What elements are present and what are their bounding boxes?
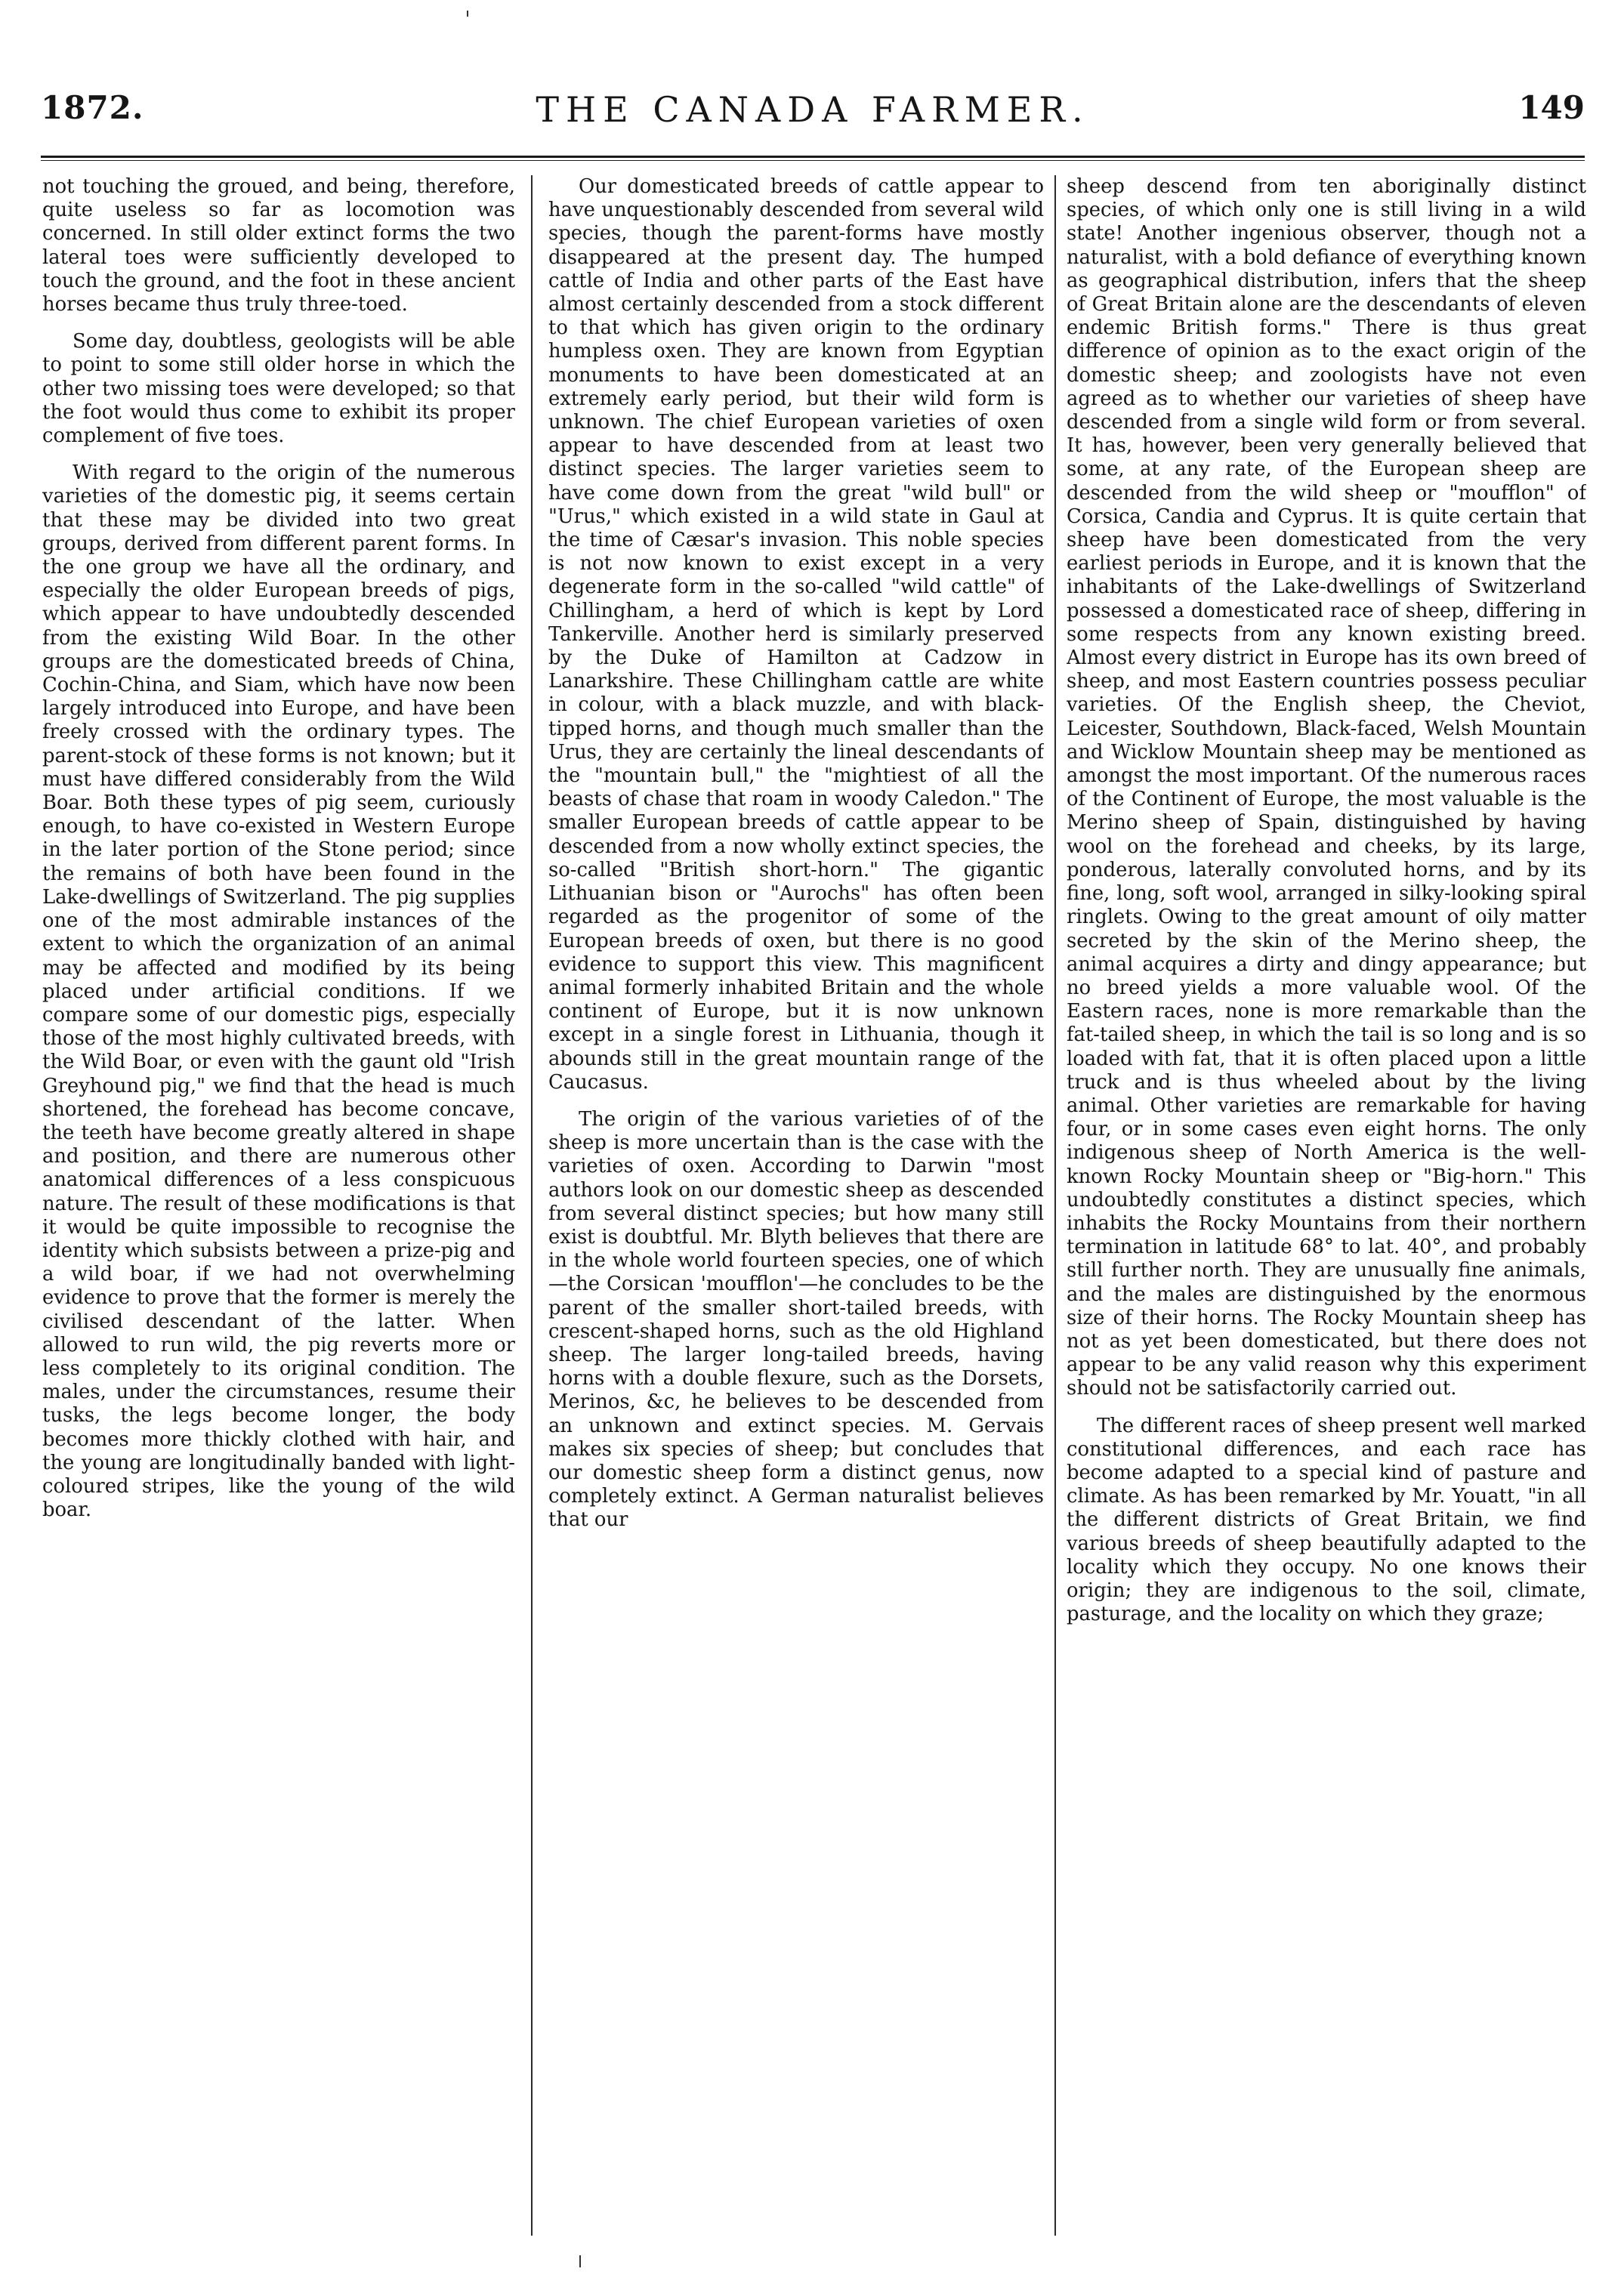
page-number: 149 [1518, 89, 1585, 126]
page-header [41, 89, 1585, 137]
column-1-paragraph: not touching the groued, and being, therefore, quite useless so far as locomotion was concerned. In still older extinct forms the two lateral toes were sufficiently developed to touch the ground, and the foot in these ancient horses became thus truly three-toed. [42, 175, 515, 316]
column-2-paragraph: Our domesticated breeds of cattle appear to have unquestionably descended from several wild species, though the parent-forms have mostly disappeared at the present day. The humped cattle of India and other parts of the East have almost certainly descended from a stock different to that which has given origin to the ordinary humpless oxen. They are known from Egyptian monuments to have been domesticated at an extremely early period, but their wild form is unknown. The chief European varieties of oxen appear to have descended from at least two distinct species. The larger varieties seem to have come down from the great "wild bull" or "Urus," which existed in a wild state in Gaul at the time of Cæsar's invasion. This noble species is not now known to exist except in a very degenerate form in the so-called "wild cattle" of Chillingham, a herd of which is kept by Lord Tankerville. Another herd is similarly preserved by the Duke of Hamilton at Cadzow in Lanarkshire. These Chillingham cattle are white in colour, with a black muzzle, and with black-tipped horns, and though much smaller than the Urus, they are certainly the lineal descendants of the "mountain bull," the "mightiest of all the beasts of chase that roam in woody Caledon." The smaller European breeds of cattle appear to be descended from a now wholly extinct species, the so-called "British short-horn." The gigantic Lithuanian bison or "Aurochs" has often been regarded as the progenitor of some of the European breeds of oxen, but there is no good evidence to support this view. This magnificent animal formerly inhabited Britain and the whole continent of Europe, but it is now unknown except in a single forest in Lithuania, though it abounds still in the great mountain range of the Caucasus. [548, 175, 1044, 1094]
column-2-paragraph: The origin of the various varieties of of the sheep is more uncertain than is the case with the varieties of oxen. According to Darwin "most authors look on our domestic sheep as descended from several distinct species; but how many still exist is doubtful. Mr. Blyth believes that there are in the whole world fourteen species, one of which—the Corsican 'moufflon'—he concludes to be the parent of the smaller short-tailed breeds, with crescent-shaped horns, such as the old Highland sheep. The larger long-tailed breeds, having horns with a double flexure, such as the Dorsets, Merinos, &c, he believes to be descended from an unknown and extinct species. M. Gervais makes six species of sheep; but concludes that our domestic sheep form a distinct genus, now completely extinct. A German naturalist believes that our [548, 1107, 1044, 1532]
column-3-paragraph: The different races of sheep present well marked constitutional differences, and each race has become adapted to a special kind of pasture and climate. As has been remarked by Mr. Youatt, "in all the different districts of Great Britain, we find various breeds of sheep beautifully adapted to the locality which they occupy. No one knows their origin; they are indigenous to the soil, climate, pasturage, and the locality on which they graze; [1067, 1414, 1586, 1626]
column-1-paragraph: With regard to the origin of the numerous varieties of the domestic pig, it seems certain that these may be divided into two great groups, derived from different parent forms. In the one group we have all the ordinary, and especially the older European breeds of pigs, which appear to have undoubtedly descended from the existing Wild Boar. In the other groups are the domesticated breeds of China, Cochin-China, and Siam, which have now been largely introduced into Europe, and have been freely crossed with the ordinary types. The parent-stock of these forms is not known; but it must have differed considerably from the Wild Boar. Both these types of pig seem, curiously enough, to have co-existed in Western Europe in the later portion of the Stone period; since the remains of both have been found in the Lake-dwellings of Switzerland. The pig supplies one of the most admirable instances of the extent to which the organization of an animal may be affected and modified by its being placed under artificial conditions. If we compare some of our domestic pigs, especially those of the most highly cultivated breeds, with the Wild Boar, or even with the gaunt old "Irish Greyhound pig," we find that the head is much shortened, the forehead has become concave, the teeth have become greatly altered in shape and position, and there are numerous other anatomical differences of a less conspicuous nature. The result of these modifications is that it would be quite impossible to recognise the identity which subsists between a prize-pig and a wild boar, if we had not overwhelming evidence to prove that the former is merely the civilised descendant of the latter. When allowed to run wild, the pig reverts more or less completely to its original condition. The males, under the circumstances, resume their tusks, the legs become longer, the body becomes more thickly clothed with hair, and the young are longitudinally banded with light-coloured stripes, like the young of the wild boar. [42, 461, 515, 1522]
column-3-paragraph: sheep descend from ten aboriginally distinct species, of which only one is still living in a wild state! Another ingenious observer, though not a naturalist, with a bold defiance of everything known as geographical distribution, infers that the sheep of Great Britain alone are the descendants of eleven endemic British forms." There is thus great difference of opinion as to the exact origin of the domestic sheep; and zoologists have not even agreed as to whether our varieties of sheep have descended from a single wild form or from several. It has, however, been very generally believed that some, at any rate, of the European sheep are descended from the wild sheep or "moufflon" of Corsica, Candia and Cyprus. It is quite certain that sheep have been domesticated from the very earliest periods in Europe, and it is known that the inhabitants of the Lake-dwellings of Switzerland possessed a domesticated race of sheep, differing in some respects from any known existing breed. Almost every district in Europe has its own breed of sheep, and most Eastern countries possess peculiar varieties. Of the English sheep, the Cheviot, Leicester, Southdown, Black-faced, Welsh Mountain and Wicklow Mountain sheep may be mentioned as amongst the most important. Of the numerous races of the Continent of Europe, the most valuable is the Merino sheep of Spain, distinguished by having wool on the forehead and cheeks, by its large, ponderous, laterally convoluted horns, and by its fine, long, soft wool, arranged in silky-looking spiral ringlets. Owing to the great amount of oily matter secreted by the skin of the Merino sheep, the animal acquires a dirty and dingy appearance; but no breed yields a more valuable wool. Of the Eastern races, none is more remarkable than the fat-tailed sheep, in which the tail is so long and is so loaded with fat, that it is often placed upon a little truck and is thus wheeled about by the living animal. Other varieties are remarkable for having four, or in some cases even eight horns. The only indigenous sheep of North America is the well-known Rocky Mountain sheep or "Big-horn." This undoubtedly constitutes a distinct species, which inhabits the Rocky Mountains from their northern termination in latitude 68° to lat. 40°, and probably still further north. They are unusually fine animals, and the males are distinguished by the enormous size of their horns. The Rocky Mountain sheep has not as yet been domesticated, but there does not appear to be any valid reason why this experiment should not be satisfactorily carried out. [1067, 175, 1586, 1400]
header-rule [41, 156, 1585, 158]
column-divider-2 [1054, 175, 1056, 2236]
column-divider-1 [531, 175, 533, 2236]
publication-title: THE CANADA FARMER. [536, 89, 1090, 130]
column-3 [1067, 175, 1586, 2237]
column-1-paragraph: Some day, doubtless, geologists will be able to point to some still older horse in which the other two missing toes were developed; so that the foot would thus come to exhibit its proper complement of five toes. [42, 330, 515, 448]
column-2 [548, 175, 1044, 2237]
page-mark-bottom [579, 2255, 581, 2267]
header-year: 1872. [41, 89, 144, 126]
column-1 [42, 175, 515, 2237]
header-rule-thin [41, 160, 1585, 161]
page-mark-top [467, 11, 468, 17]
